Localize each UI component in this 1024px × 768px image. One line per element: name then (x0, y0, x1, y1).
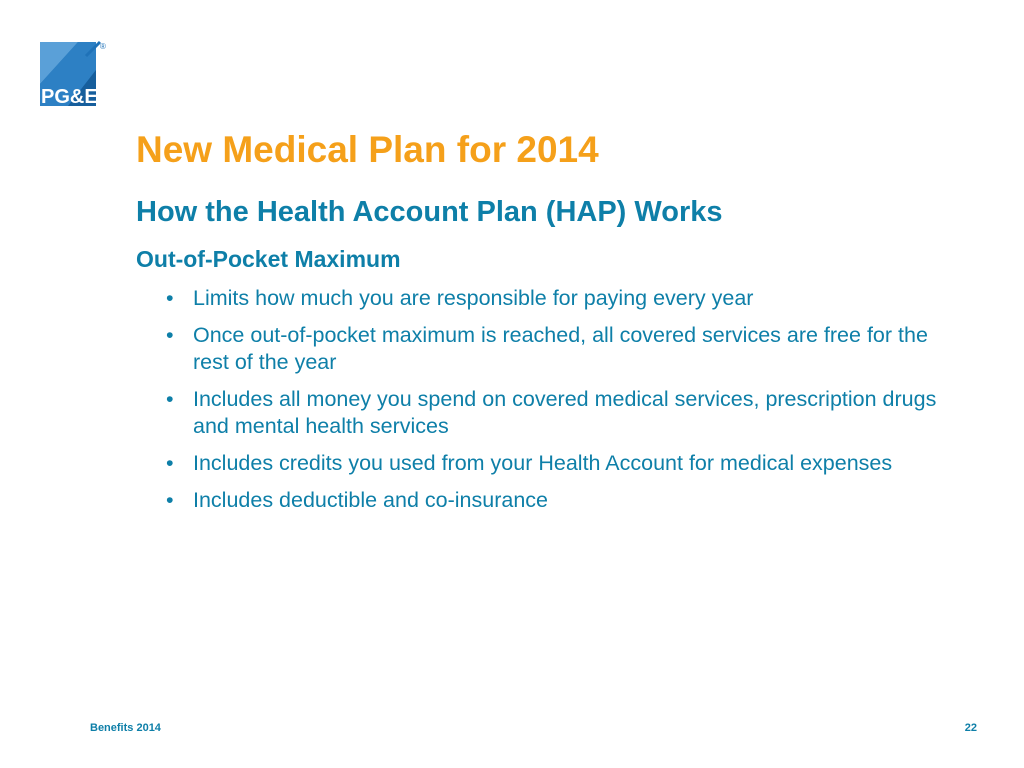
bullet-item (166, 450, 966, 477)
bullet-text: Includes credits you used from your Health Account for medical expenses (193, 451, 893, 475)
bullet-icon: • (166, 451, 174, 475)
registered-mark: ® (100, 42, 106, 51)
bullet-text: Limits how much you are responsible for paying every year (193, 286, 754, 310)
bullet-text: Includes deductible and co-insurance (193, 488, 548, 512)
bullet-list (166, 285, 966, 524)
pge-logo-mark (38, 40, 110, 110)
slide-subtitle: How the Health Account Plan (HAP) Works (136, 196, 723, 228)
bullet-icon: • (166, 488, 174, 512)
bullet-text: Includes all money you spend on covered medical services, prescription drugs and mental health services (193, 387, 937, 438)
page-number: 22 (964, 722, 977, 734)
bullet-text: Once out-of-pocket maximum is reached, all covered services are free for the rest of the year (193, 323, 928, 374)
slide-title: New Medical Plan for 2014 (136, 129, 599, 170)
logo-text: PG&E (41, 86, 98, 108)
bullet-icon: • (166, 387, 174, 411)
bullet-item (166, 386, 966, 440)
section-heading: Out-of-Pocket Maximum (136, 246, 401, 272)
bullet-item (166, 487, 966, 514)
bullet-icon: • (166, 323, 174, 347)
bullet-item (166, 285, 966, 312)
footer-label: Benefits 2014 (90, 722, 161, 734)
pge-logo (38, 40, 110, 110)
bullet-icon: • (166, 286, 174, 310)
bullet-item (166, 322, 966, 376)
